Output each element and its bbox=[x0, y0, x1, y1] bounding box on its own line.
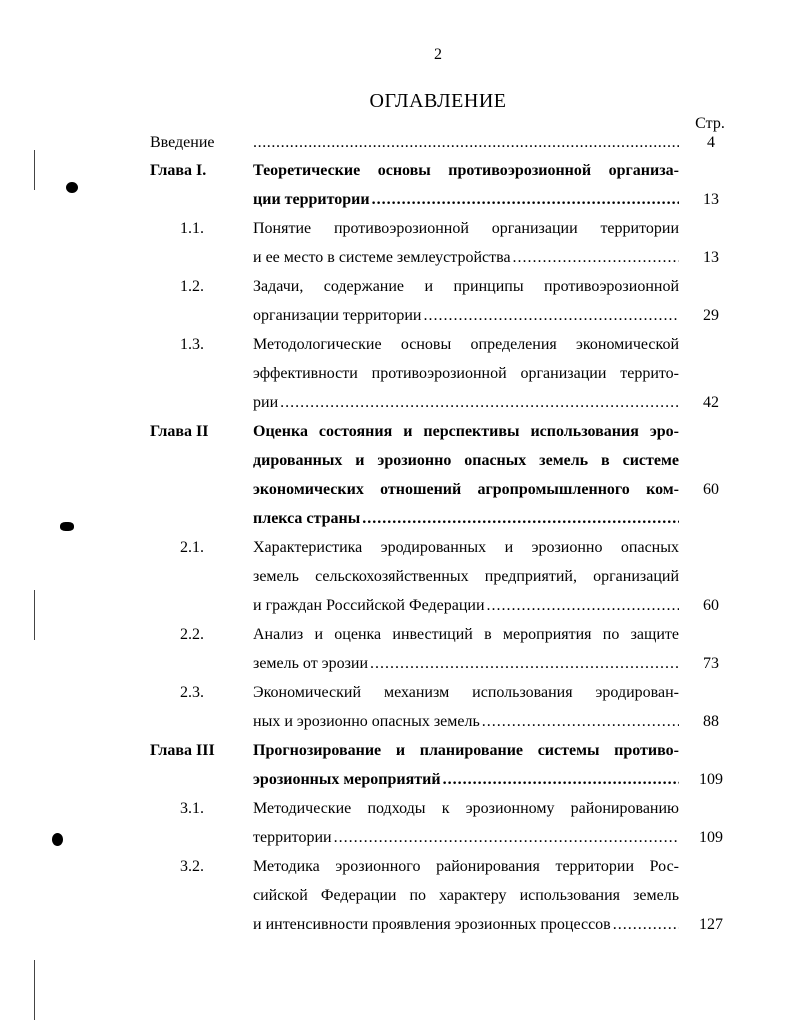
section-title-line: Методика эрозионного районирования территории Рос- bbox=[253, 858, 679, 875]
scan-speck bbox=[52, 833, 63, 846]
chapter-page: 60 bbox=[703, 481, 719, 498]
chapter-title-line: дированных и эрозионно опасных земель в системе bbox=[253, 452, 679, 469]
section-page: 42 bbox=[703, 394, 719, 411]
section-page: 60 bbox=[703, 597, 719, 614]
chapter-title-line: эрозионных мероприятий ..... bbox=[253, 772, 679, 788]
section-number: 3.1. bbox=[180, 800, 204, 817]
scan-margin-mark bbox=[34, 150, 35, 190]
chapter-label: Глава II bbox=[150, 423, 209, 440]
chapter-title-line: Теоретические основы противоэрозионной организа- bbox=[253, 162, 679, 179]
section-title-line: и интенсивности проявления эрозионных процессов ..... bbox=[253, 917, 679, 933]
dot-leader bbox=[513, 250, 679, 266]
chapter-page: 109 bbox=[699, 771, 723, 788]
chapter-title-line: экономических отношений агропромышленного ком- bbox=[253, 481, 679, 498]
intro-page: 4 bbox=[707, 134, 715, 151]
section-number: 2.2. bbox=[180, 626, 204, 643]
chapter-label: Глава III bbox=[150, 742, 215, 759]
section-page: 88 bbox=[703, 713, 719, 730]
section-number: 1.1. bbox=[180, 220, 204, 237]
chapter-label: Глава I. bbox=[150, 162, 207, 179]
section-title-line: ных и эрозионно опасных земель ..... bbox=[253, 714, 679, 730]
section-title-line: Характеристика эродированных и эрозионно опасных bbox=[253, 539, 679, 556]
section-number: 2.1. bbox=[180, 539, 204, 556]
intro-dot-leader bbox=[253, 135, 679, 151]
section-title-line: рии ..... bbox=[253, 395, 679, 411]
scan-speck bbox=[60, 522, 74, 531]
scan-margin-mark bbox=[34, 960, 35, 1020]
section-title-line: земель сельскохозяйственных предприятий, организаций bbox=[253, 568, 679, 585]
section-title-line: земель от эрозии ..... bbox=[253, 656, 679, 672]
dot-leader bbox=[334, 830, 679, 846]
section-page: 13 bbox=[703, 249, 719, 266]
dot-leader bbox=[482, 714, 679, 730]
section-title-line: Методические подходы к эрозионному районированию bbox=[253, 800, 679, 817]
section-title-line: Понятие противоэрозионной организации территории bbox=[253, 220, 679, 237]
section-title-line: Задачи, содержание и принципы противоэрозионной bbox=[253, 278, 679, 295]
section-title-line: эффективности противоэрозионной организации террито- bbox=[253, 365, 679, 382]
dot-leader bbox=[443, 772, 679, 788]
section-title-line: и граждан Российской Федерации ..... bbox=[253, 598, 679, 614]
section-page: 109 bbox=[699, 829, 723, 846]
toc-title: ОГЛАВЛЕНИЕ bbox=[369, 90, 507, 112]
chapter-title-line: Прогнозирование и планирование системы противо- bbox=[253, 742, 679, 759]
section-number: 1.2. bbox=[180, 278, 204, 295]
chapter-title-line: плекса страны ..... bbox=[253, 511, 679, 527]
chapter-title-line: ции территории ..... bbox=[253, 192, 679, 208]
intro-label: Введение bbox=[150, 134, 215, 151]
page-column-header: Стр. bbox=[695, 115, 725, 132]
section-title-line: Экономический механизм использования эродирован- bbox=[253, 684, 679, 701]
section-title-line: Анализ и оценка инвестиций в мероприятия по защите bbox=[253, 626, 679, 643]
section-number: 3.2. bbox=[180, 858, 204, 875]
page-number: 2 bbox=[434, 46, 442, 63]
dot-leader bbox=[423, 308, 679, 324]
dot-leader bbox=[372, 192, 679, 208]
chapter-page: 13 bbox=[703, 191, 719, 208]
section-title-line: организации территории ..... bbox=[253, 308, 679, 324]
section-page: 127 bbox=[699, 916, 723, 933]
section-number: 1.3. bbox=[180, 336, 204, 353]
section-title-line: и ее место в системе землеустройства ..... bbox=[253, 250, 679, 266]
scan-margin-mark bbox=[34, 590, 35, 640]
section-page: 29 bbox=[703, 307, 719, 324]
section-title-line: территории ..... bbox=[253, 830, 679, 846]
dot-leader bbox=[487, 598, 680, 614]
chapter-title-line: Оценка состояния и перспективы использования эро- bbox=[253, 423, 679, 440]
dot-leader bbox=[370, 656, 679, 672]
dot-leader bbox=[613, 917, 679, 933]
dot-leader bbox=[280, 395, 679, 411]
section-title-line: Методологические основы определения экономической bbox=[253, 336, 679, 353]
dot-leader bbox=[362, 511, 679, 527]
section-title-line: сийской Федерации по характеру использования земель bbox=[253, 887, 679, 904]
section-page: 73 bbox=[703, 655, 719, 672]
section-number: 2.3. bbox=[180, 684, 204, 701]
scan-speck bbox=[66, 182, 78, 193]
